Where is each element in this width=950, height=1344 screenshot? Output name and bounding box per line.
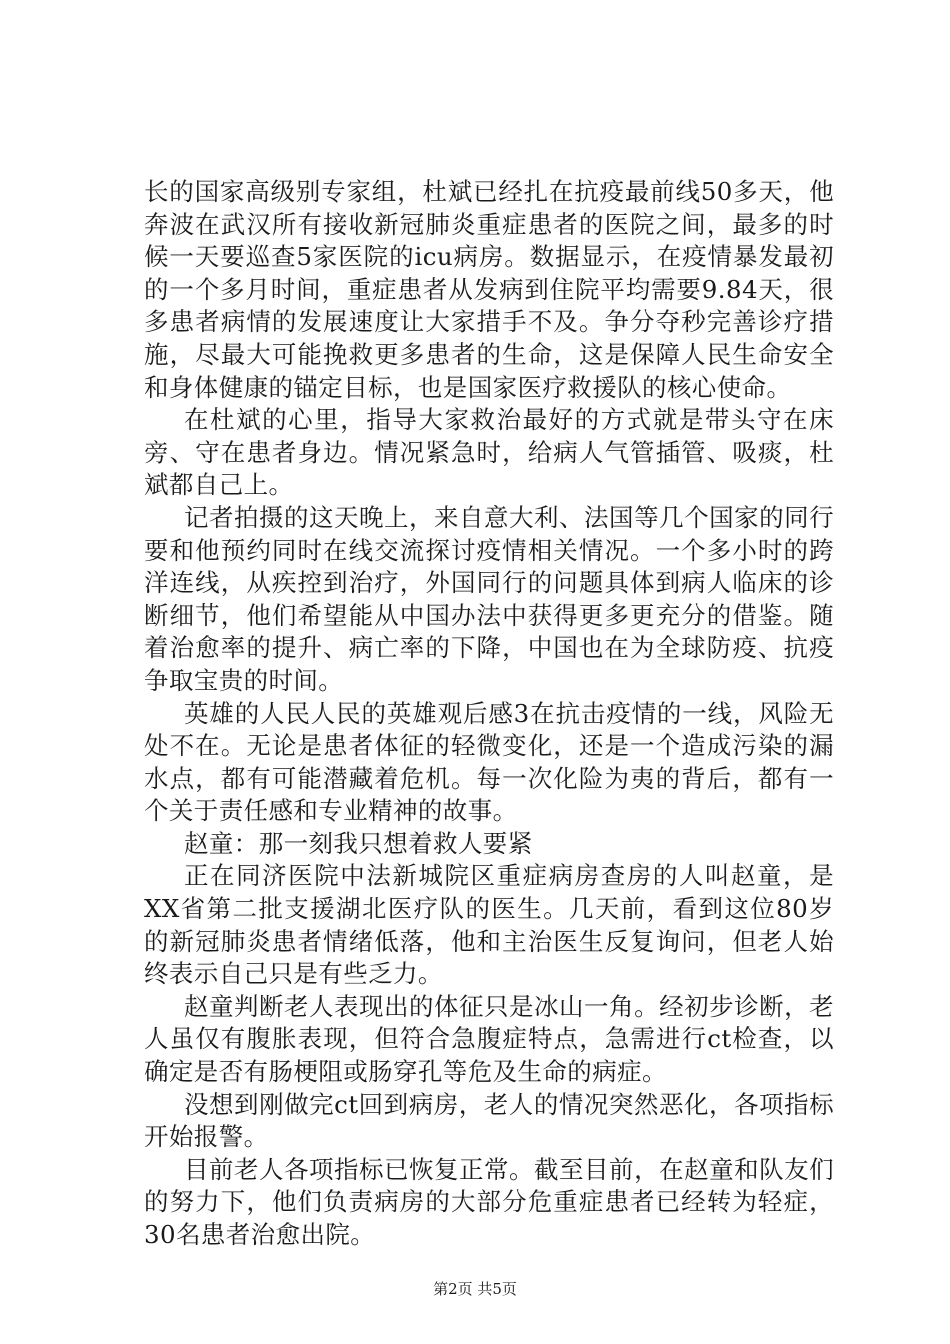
paragraph-5: 正在同济医院中法新城院区重症病房查房的人叫赵童，是XX省第二批支援湖北医疗队的医生。几天前，看到这位80岁的新冠肺炎患者情绪低落，他和主治医生反复询问，但老人始终表示自己只是有些乏力。: [144, 861, 834, 989]
paragraph-4: 英雄的人民人民的英雄观后感3在抗击疫情的一线，风险无处不在。无论是患者体征的轻微变化，还是一个造成污染的漏水点，都有可能潜藏着危机。每一次化险为夷的背后，都有一个关于责任感和专业精神的故事。: [144, 698, 834, 826]
paragraph-1: 长的国家高级别专家组，杜斌已经扎在抗疫最前线50多天，他奔波在武汉所有接收新冠肺炎重症患者的医院之间，最多的时候一天要巡查5家医院的icu病房。数据显示，在疫情暴发最初的一个多月时间，重症患者从发病到住院平均需要9.84天，很多患者病情的发展速度让大家措手不及。争分夺秒完善诊疗措施，尽最大可能挽救更多患者的生命，这是保障人民生命安全和身体健康的锚定目标，也是国家医疗救援队的核心使命。: [144, 177, 834, 402]
paragraph-3: 记者拍摄的这天晚上，来自意大利、法国等几个国家的同行要和他预约同时在线交流探讨疫情相关情况。一个多小时的跨洋连线，从疾控到治疗，外国同行的问题具体到病人临床的诊断细节，他们希望能从中国办法中获得更多更充分的借鉴。随着治愈率的提升、病亡率的下降，中国也在为全球防疫、抗疫争取宝贵的时间。: [144, 502, 834, 695]
section-heading: 赵童：那一刻我只想着救人要紧: [184, 828, 533, 858]
paragraph-6: 赵童判断老人表现出的体征只是冰山一角。经初步诊断，老人虽仅有腹胀表现，但符合急腹症特点，急需进行ct检查，以确定是否有肠梗阻或肠穿孔等危及生命的病症。: [144, 991, 834, 1087]
paragraph-8: 目前老人各项指标已恢复正常。截至目前，在赵童和队友们的努力下，他们负责病房的大部分危重症患者已经转为轻症，30名患者治愈出院。: [144, 1154, 834, 1249]
paragraph-7: 没想到刚做完ct回到病房，老人的情况突然恶化，各项指标开始报警。: [144, 1089, 834, 1152]
document-body: [144, 176, 834, 1252]
paragraph-2: 在杜斌的心里，指导大家救治最好的方式就是带头守在床旁、守在患者身边。情况紧急时，给病人气管插管、吸痰，杜斌都自己上。: [144, 405, 834, 500]
page-number-footer: 第2页 共5页: [433, 1280, 517, 1298]
